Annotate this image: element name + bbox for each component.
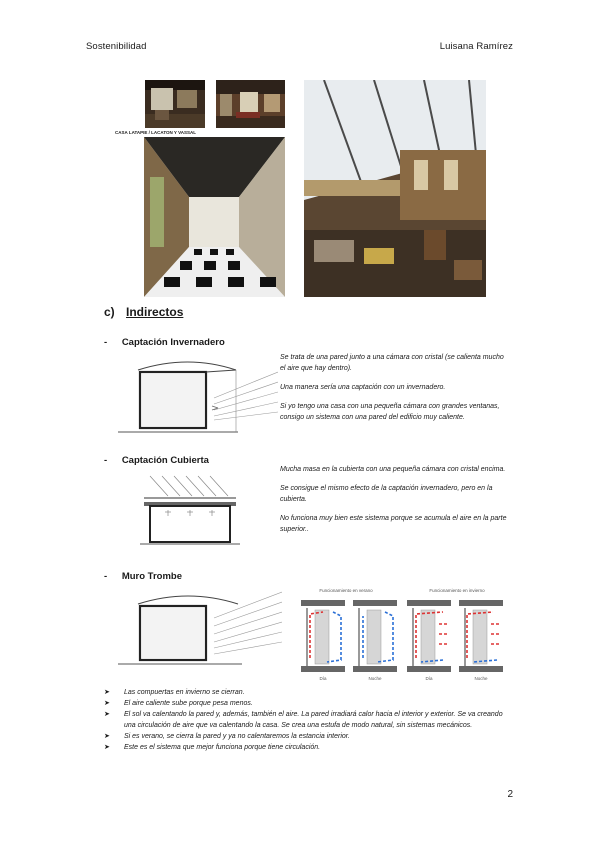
- paragraph: Se trata de una pared junto a una cámara con cristal (se calienta mucho el aire que hay dentro).: [280, 354, 504, 372]
- section-letter: c): [104, 305, 115, 319]
- header-right: Luisana Ramírez: [439, 41, 513, 52]
- header-left: Sostenibilidad: [86, 41, 147, 52]
- list-item: [104, 731, 504, 742]
- bullet-text: Este es el sistema que mejor funciona porque tiene circulación.: [124, 744, 321, 751]
- diagram-label: Día: [319, 676, 327, 681]
- winter-title: Funcionamiento en invierno: [429, 588, 485, 593]
- list-item: [104, 742, 504, 753]
- summer-title: Funcionamiento en verano: [319, 588, 373, 593]
- text-invernadero: [280, 352, 508, 431]
- diagram-cubierta: [140, 474, 240, 551]
- paragraph: Una manera sería una captación con un invernadero.: [280, 384, 446, 391]
- arrow-bullet-icon: ➤: [104, 733, 110, 740]
- dash: -: [104, 455, 108, 466]
- bullet-list: [104, 687, 504, 753]
- text-cubierta: [280, 464, 508, 543]
- diagram-label: Día: [425, 676, 433, 681]
- photo-living-room: [216, 80, 285, 128]
- bullet-text: El aire caliente sube porque pesa menos.: [124, 700, 253, 707]
- bullet-text: El sol va calentando la pared y, además, también el aire. La pared irradiará calor hacia el interior y exterior. Se va creando una circulación de aire que va calentando la casa. Se crea una estufa de modo natural, sin sistemas mecánicos.: [124, 711, 503, 729]
- diagram-invernadero: [118, 358, 278, 443]
- bullet-text: Las compuertas en invierno se cierran.: [124, 689, 245, 696]
- list-item: [104, 687, 504, 698]
- section-title: Indirectos: [126, 305, 184, 319]
- page-number: 2: [507, 789, 513, 800]
- subheading-invernadero: [104, 337, 225, 348]
- dash: -: [104, 337, 108, 348]
- diagram-trombe-section: [118, 588, 282, 673]
- subheading-title: Muro Trombe: [121, 571, 182, 582]
- subheading-title: Captación Cubierta: [121, 455, 209, 466]
- arrow-bullet-icon: ➤: [104, 700, 110, 707]
- subheading-cubierta: [104, 455, 209, 466]
- paragraph: No funciona muy bien este sistema porque se acumula el aire en la parte superior..: [280, 515, 507, 533]
- paragraph: Se consigue el mismo efecto de la captación invernadero, pero en la cubierta.: [280, 485, 493, 503]
- list-item: [104, 698, 504, 709]
- section-heading: [104, 305, 183, 319]
- paragraph: Si yo tengo una casa con una pequeña cámara con grandes ventanas, consigo un sistema con una pared del edificio muy caliente.: [280, 403, 500, 421]
- arrow-bullet-icon: ➤: [104, 689, 110, 696]
- paragraph: Mucha masa en la cubierta con una pequeña cámara con cristal encima.: [280, 466, 506, 473]
- arrow-bullet-icon: ➤: [104, 711, 110, 718]
- photo-interior-small: [145, 80, 205, 128]
- photo-greenhouse: [304, 80, 486, 297]
- subheading-trombe: [104, 571, 182, 582]
- diagram-trombe-function: [297, 588, 510, 684]
- dash: -: [104, 571, 108, 582]
- bullet-text: Si es verano, se cierra la pared y ya no calentaremos la estancia interior.: [124, 733, 350, 740]
- arrow-bullet-icon: ➤: [104, 744, 110, 751]
- subheading-title: Captación Invernadero: [121, 337, 225, 348]
- list-item: [104, 709, 504, 731]
- photo-corridor: [144, 137, 285, 297]
- diagram-label: Noche: [368, 676, 382, 681]
- photo-caption: CASA LATAPIE / LACATON Y VASSAL: [115, 130, 197, 135]
- diagram-label: Noche: [474, 676, 488, 681]
